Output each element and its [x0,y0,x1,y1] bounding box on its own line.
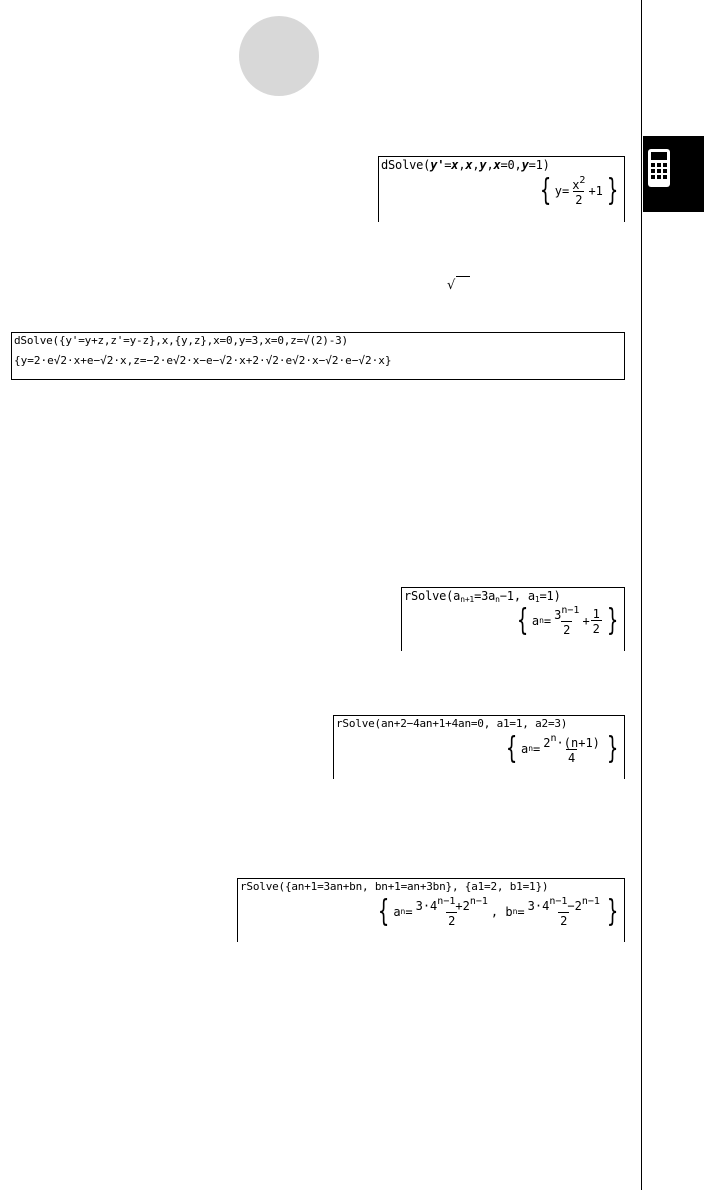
sidebar-divider [641,0,642,1190]
decorative-circle [239,16,319,96]
screen-output: {y=2·e√2·x+e−√2·x,z=−2·e√2·x−e−√2·x+2·√2·e√2·x−√2·e−√2·x} [14,354,392,367]
screen-output: { a n = $\frac{3^{n-1}}{2}$ + $\frac{1}{2}$ } [516,603,619,638]
calc-screen-rsolve-2 [333,715,625,779]
chapter-tab [643,136,704,212]
screen-input: dSolve(y'=x,x,y,x=0,y=1) [381,158,550,172]
calc-screen-rsolve-3 [237,878,625,942]
radical-symbol: √ [447,276,470,293]
calculator-icon [647,148,671,188]
screen-output: { y= $\frac{x^2}{2}$ +1 } [539,173,619,208]
screen-input: rSolve({an+1=3an+bn, bn+1=an+3bn}, {a1=2, b1=1}) [240,880,549,893]
screen-output: { a n = $\frac{2^n\cdot(n+1)}{4}$ } [505,731,619,766]
calc-screen-rsolve-1 [401,587,625,651]
screen-input: $rSolve(a_{n+1}=3a_n-1$, $a_1=1$) [404,589,561,604]
screen-output: { a n = $\frac{3\cdot 4^{n-1}+2^{n-1}}{2}$ , b n = $\frac{3\cdot 4^{n-1}-2^{n-1}}{2}$ } [378,894,619,929]
screen-input: dSolve({y'=y+z,z'=y-z},x,{y,z},x=0,y=3,x=0,z=√(2)-3) [14,334,348,347]
calc-screen-dsolve-2 [11,332,625,380]
calc-screen-dsolve-1 [378,156,625,222]
screen-input: rSolve(an+2−4an+1+4an=0, a1=1, a2=3) [336,717,568,730]
